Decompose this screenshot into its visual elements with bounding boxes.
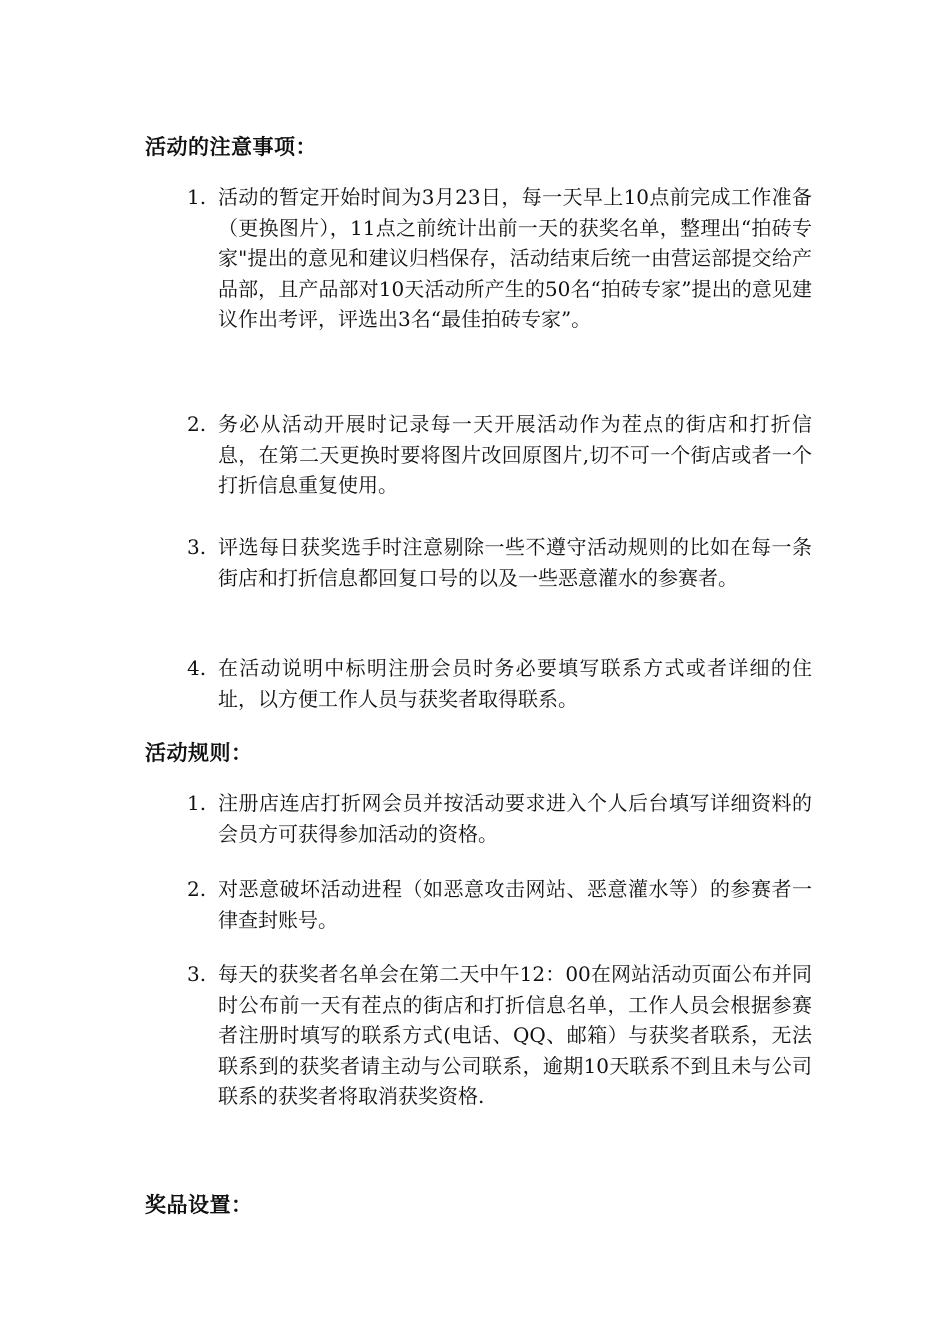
list-item-number: 3. [187, 962, 207, 986]
list-item-number: 2. [187, 412, 207, 436]
list-item-text: 评选每日获奖选手时注意剔除一些不遵守活动规则的比如在每一条街店和打折信息都回复口号的以及一些恶意灌水的参赛者。 [218, 535, 812, 590]
section-heading-notes: 活动的注意事项： [145, 135, 317, 159]
section-heading-prizes: 奖品设置： [145, 1193, 253, 1217]
list-item-text: 在活动说明中标明注册会员时务必要填写联系方式或者详细的住址，以方便工作人员与获奖者取得联系。 [218, 656, 812, 711]
list-item-text: 活动的暂定开始时间为3月23日，每一天早上10点前完成工作准备（更换图片），11点之前统计出前一天的获奖名单，整理出“拍砖专家"提出的意见和建议归档保存，活动结束后统一由营运部提交给产品部，且产品部对10天活动所产生的50名“拍砖专家”提出的意见建议作出考评，评选出3名“最佳拍砖专家”。 [218, 185, 812, 331]
list-item [187, 653, 812, 714]
list-item [187, 532, 812, 593]
list-item-number: 1. [187, 791, 207, 815]
list-item-number: 2. [187, 877, 207, 901]
list-item [187, 409, 812, 501]
section-heading-rules: 活动规则： [145, 741, 253, 765]
list-item [187, 788, 812, 849]
list-item-number: 3. [187, 535, 207, 559]
list-item-text: 注册店连店打折网会员并按活动要求进入个人后台填写详细资料的会员方可获得参加活动的资格。 [218, 791, 812, 846]
list-item-text: 每天的获奖者名单会在第二天中午12：00在网站活动页面公布并同时公布前一天有茬点的街店和打折信息名单，工作人员会根据参赛者注册时填写的联系方式(电话、QQ、邮箱）与获奖者联系，无法联系到的获奖者请主动与公司联系，逾期10天联系不到且未与公司联系的获奖者将取消获奖资格. [218, 962, 812, 1108]
list-item [187, 874, 812, 935]
list-item [187, 182, 812, 335]
list-item-number: 1. [187, 185, 207, 209]
list-item-text: 务必从活动开展时记录每一天开展活动作为茬点的街店和打折信息，在第二天更换时要将图片改回原图片,切不可一个街店或者一个打折信息重复使用。 [218, 412, 812, 497]
list-item-text: 对恶意破坏活动进程（如恶意攻击网站、恶意灌水等）的参赛者一律查封账号。 [218, 877, 812, 932]
list-item-number: 4. [187, 656, 207, 680]
list-item [187, 959, 812, 1112]
